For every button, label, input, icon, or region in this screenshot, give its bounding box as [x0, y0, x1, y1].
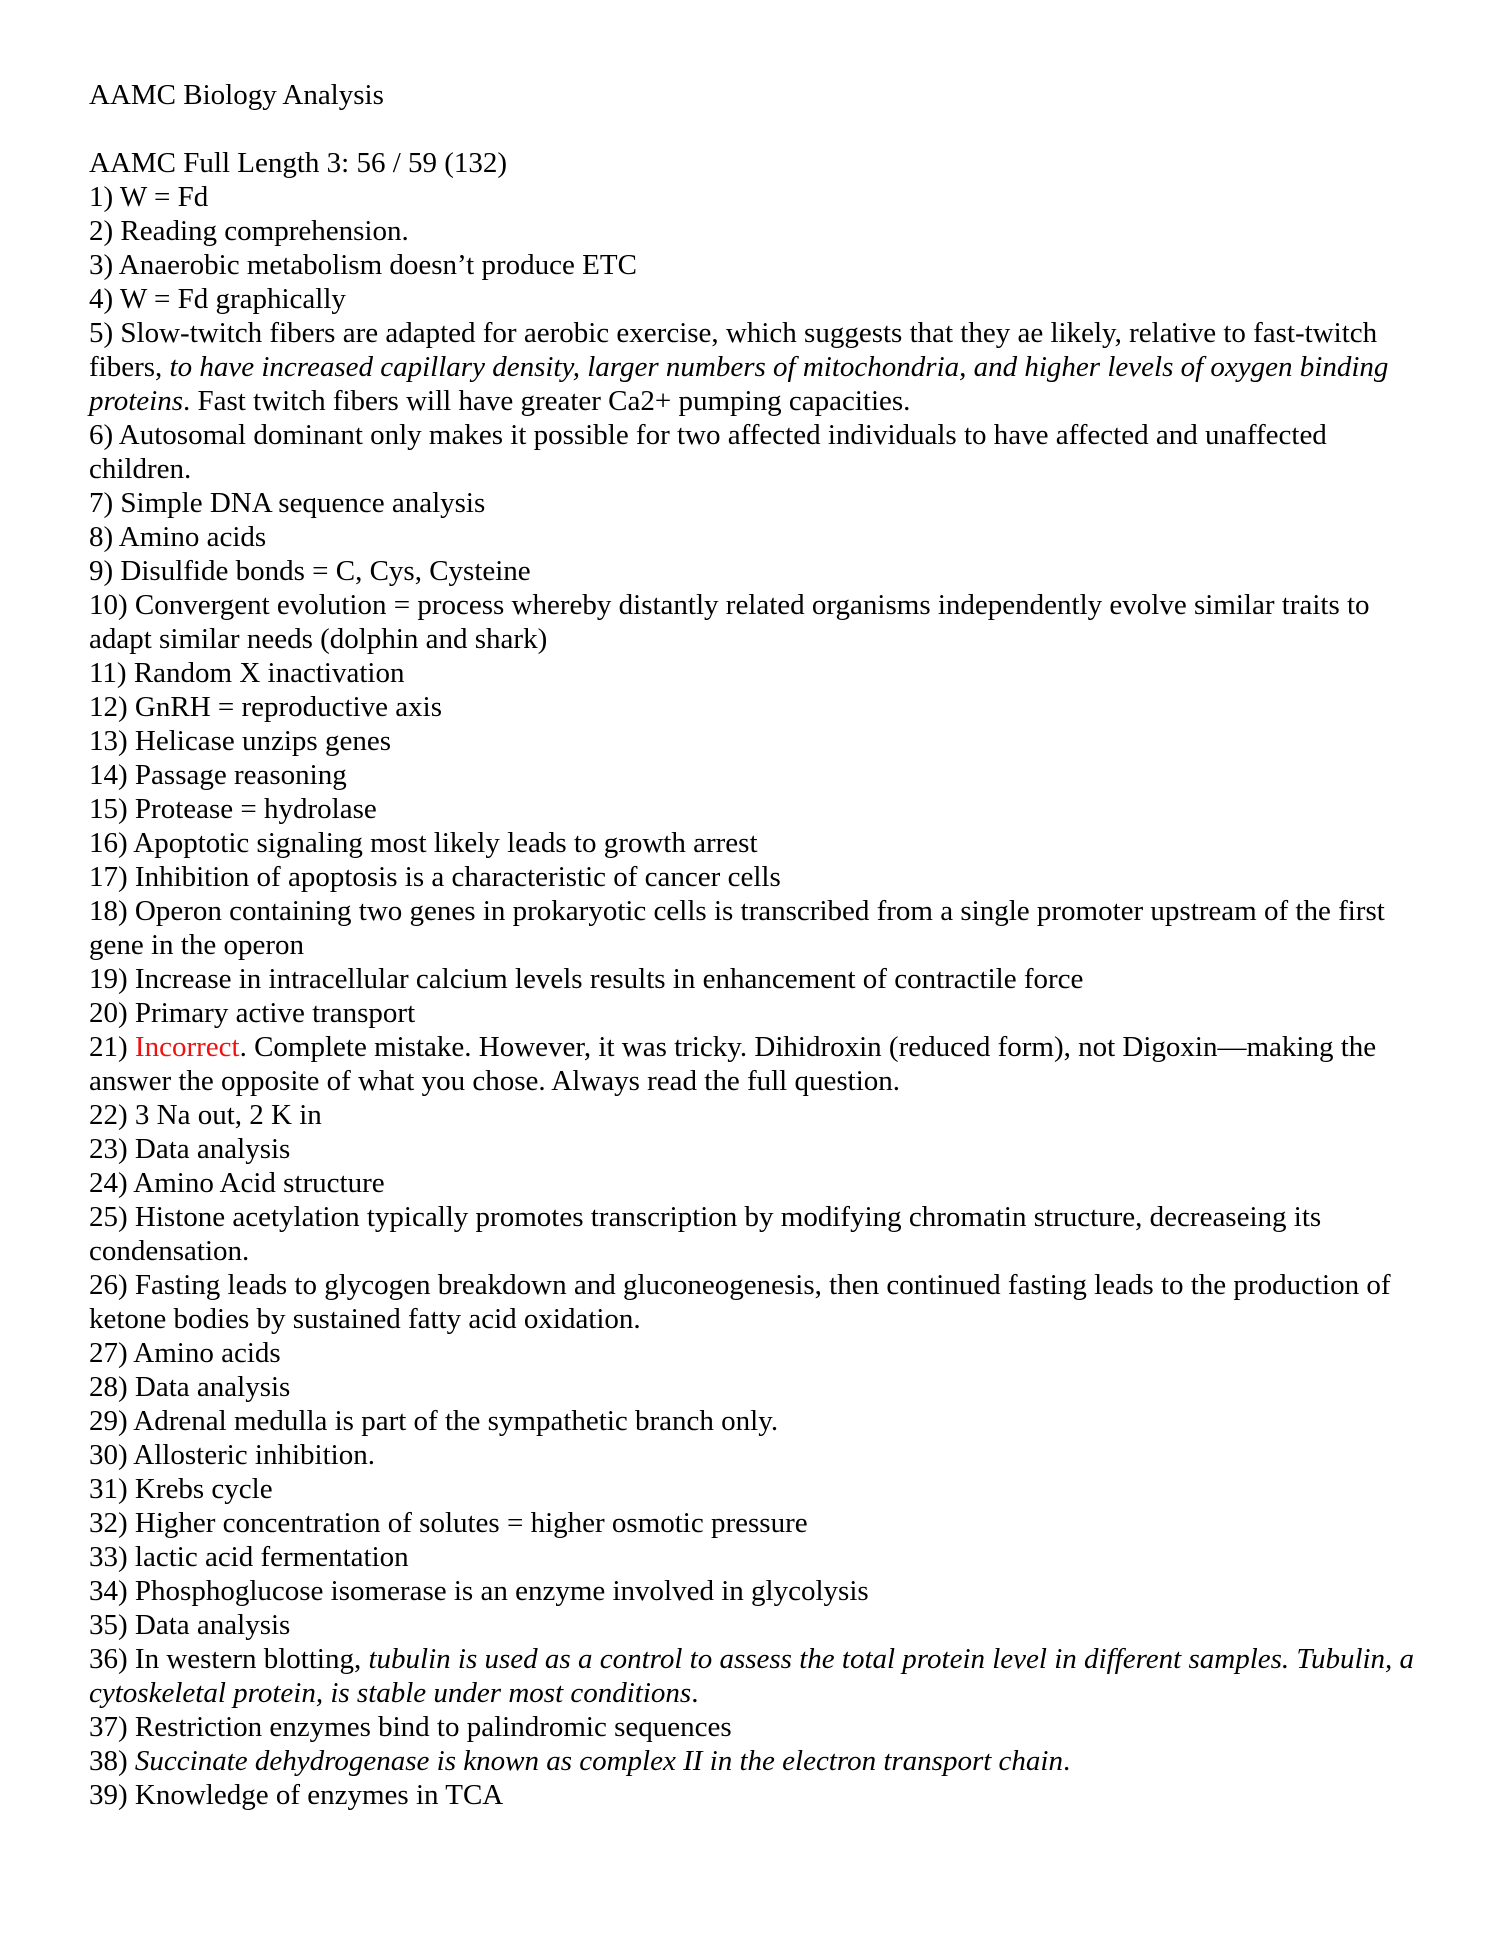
list-item-15 — [89, 792, 1421, 826]
list-item-13 — [89, 724, 1421, 758]
list-item-10 — [89, 588, 1421, 656]
list-item-6 — [89, 418, 1421, 486]
list-item-17 — [89, 860, 1421, 894]
text-segment-normal: 5) Slow-twitch fibers are adapted for aerobic exercise, which suggests that they ae likely, relative to fast-twitch fibers, — [89, 317, 1378, 383]
text-segment-italic: Succinate dehydrogenase is known as complex II in the electron transport chain — [134, 1745, 1063, 1777]
text-segment-normal: 6) Autosomal dominant only makes it possible for two affected individuals to have affected and unaffected children. — [89, 419, 1327, 485]
text-segment-italic: to have increased capillary density, larger numbers of mitochondria, and higher levels of oxygen binding proteins — [89, 351, 1389, 417]
list-item-32 — [89, 1506, 1421, 1540]
list-item-39 — [89, 1778, 1421, 1812]
list-item-14 — [89, 758, 1421, 792]
text-segment-normal: 20) Primary active transport — [89, 997, 416, 1029]
text-segment-normal: 39) Knowledge of enzymes in TCA — [89, 1779, 504, 1811]
text-segment-normal: 15) Protease = hydrolase — [89, 793, 377, 825]
list-item-1 — [89, 180, 1421, 214]
text-segment-normal: 27) Amino acids — [89, 1337, 281, 1369]
text-segment-normal: 21) — [89, 1031, 135, 1063]
text-segment-normal: 32) Higher concentration of solutes = higher osmotic pressure — [89, 1507, 808, 1539]
text-segment-normal: 3) Anaerobic metabolism doesn’t produce ETC — [89, 249, 637, 281]
text-segment-normal: 14) Passage reasoning — [89, 759, 347, 791]
text-segment-normal: 19) Increase in intracellular calcium levels results in enhancement of contractile force — [89, 963, 1084, 995]
text-segment-normal: 38) — [89, 1745, 135, 1777]
list-item-7 — [89, 486, 1421, 520]
list-item-12 — [89, 690, 1421, 724]
list-item-18 — [89, 894, 1421, 962]
text-segment-normal: 29) Adrenal medulla is part of the sympathetic branch only. — [89, 1405, 779, 1437]
list-item-34 — [89, 1574, 1421, 1608]
text-segment-normal: 23) Data analysis — [89, 1133, 291, 1165]
text-segment-normal: 22) 3 Na out, 2 K in — [89, 1099, 322, 1131]
list-item-27 — [89, 1336, 1421, 1370]
text-segment-normal: 7) Simple DNA sequence analysis — [89, 487, 486, 519]
list-item-16 — [89, 826, 1421, 860]
section-header: AAMC Full Length 3: 56 / 59 (132) — [89, 147, 508, 179]
list-item-35 — [89, 1608, 1421, 1642]
text-segment-normal: 31) Krebs cycle — [89, 1473, 273, 1505]
text-segment-normal: . — [1062, 1745, 1071, 1777]
text-segment-normal: 33) lactic acid fermentation — [89, 1541, 409, 1573]
list-item-5 — [89, 316, 1421, 418]
list-item-36 — [89, 1642, 1421, 1710]
notes-list — [89, 180, 1421, 1812]
text-segment-normal: 25) Histone acetylation typically promotes transcription by modifying chromatin structure, decreaseing its condensation. — [89, 1201, 1322, 1267]
list-item-11 — [89, 656, 1421, 690]
text-segment-normal: 13) Helicase unzips genes — [89, 725, 391, 757]
list-item-38 — [89, 1744, 1421, 1778]
list-item-2 — [89, 214, 1421, 248]
text-segment-italic: tubulin is used as a control to assess the total protein level in different samples. Tubulin, a cytoskeletal protein, is stable under most conditions — [89, 1643, 1415, 1709]
text-segment-normal: 2) Reading comprehension. — [89, 215, 409, 247]
text-segment-normal: 17) Inhibition of apoptosis is a characteristic of cancer cells — [89, 861, 781, 893]
text-segment-normal: 4) W = Fd graphically — [89, 283, 346, 315]
text-segment-normal: 1) W = Fd — [89, 181, 209, 213]
list-item-23 — [89, 1132, 1421, 1166]
text-segment-normal: 18) Operon containing two genes in prokaryotic cells is transcribed from a single promoter upstream of the first gene in the operon — [89, 895, 1385, 961]
list-item-3 — [89, 248, 1421, 282]
list-item-19 — [89, 962, 1421, 996]
text-segment-normal: . Fast twitch fibers will have greater Ca2+ pumping capacities. — [182, 385, 911, 417]
list-item-28 — [89, 1370, 1421, 1404]
text-segment-normal: 8) Amino acids — [89, 521, 267, 553]
text-segment-normal: 30) Allosteric inhibition. — [89, 1439, 375, 1471]
text-segment-normal: 37) Restriction enzymes bind to palindromic sequences — [89, 1711, 732, 1743]
list-item-9 — [89, 554, 1421, 588]
list-item-22 — [89, 1098, 1421, 1132]
text-segment-normal: 10) Convergent evolution = process whereby distantly related organisms independently evolve similar traits to adapt similar needs (dolphin and shark) — [89, 589, 1370, 655]
list-item-8 — [89, 520, 1421, 554]
text-segment-normal: 36) In western blotting, — [89, 1643, 369, 1675]
text-segment-normal: 34) Phosphoglucose isomerase is an enzyme involved in glycolysis — [89, 1575, 869, 1607]
text-segment-red: Incorrect — [134, 1031, 240, 1063]
blank-line — [89, 112, 1421, 146]
list-item-24 — [89, 1166, 1421, 1200]
text-segment-normal: . Complete mistake. However, it was tricky. Dihidroxin (reduced form), not Digoxin—making the answer the opposite of what you chose. Always read the full question. — [89, 1031, 1377, 1097]
list-item-4 — [89, 282, 1421, 316]
text-segment-normal: 11) Random X inactivation — [89, 657, 405, 689]
list-item-20 — [89, 996, 1421, 1030]
list-item-33 — [89, 1540, 1421, 1574]
list-item-37 — [89, 1710, 1421, 1744]
list-item-21 — [89, 1030, 1421, 1098]
text-segment-normal: 24) Amino Acid structure — [89, 1167, 385, 1199]
text-segment-normal: 16) Apoptotic signaling most likely leads to growth arrest — [89, 827, 758, 859]
text-segment-normal: . — [691, 1677, 699, 1709]
document-content — [89, 78, 1421, 1812]
text-segment-normal: 26) Fasting leads to glycogen breakdown and gluconeogenesis, then continued fasting leads to the production of ketone bodies by sustained fatty acid oxidation. — [89, 1269, 1391, 1335]
list-item-29 — [89, 1404, 1421, 1438]
document-title: AAMC Biology Analysis — [89, 79, 384, 111]
text-segment-normal: 35) Data analysis — [89, 1609, 291, 1641]
list-item-31 — [89, 1472, 1421, 1506]
text-segment-normal: 28) Data analysis — [89, 1371, 291, 1403]
text-segment-normal: 9) Disulfide bonds = C, Cys, Cysteine — [89, 555, 531, 587]
list-item-26 — [89, 1268, 1421, 1336]
list-item-30 — [89, 1438, 1421, 1472]
text-segment-normal: 12) GnRH = reproductive axis — [89, 691, 442, 723]
list-item-25 — [89, 1200, 1421, 1268]
